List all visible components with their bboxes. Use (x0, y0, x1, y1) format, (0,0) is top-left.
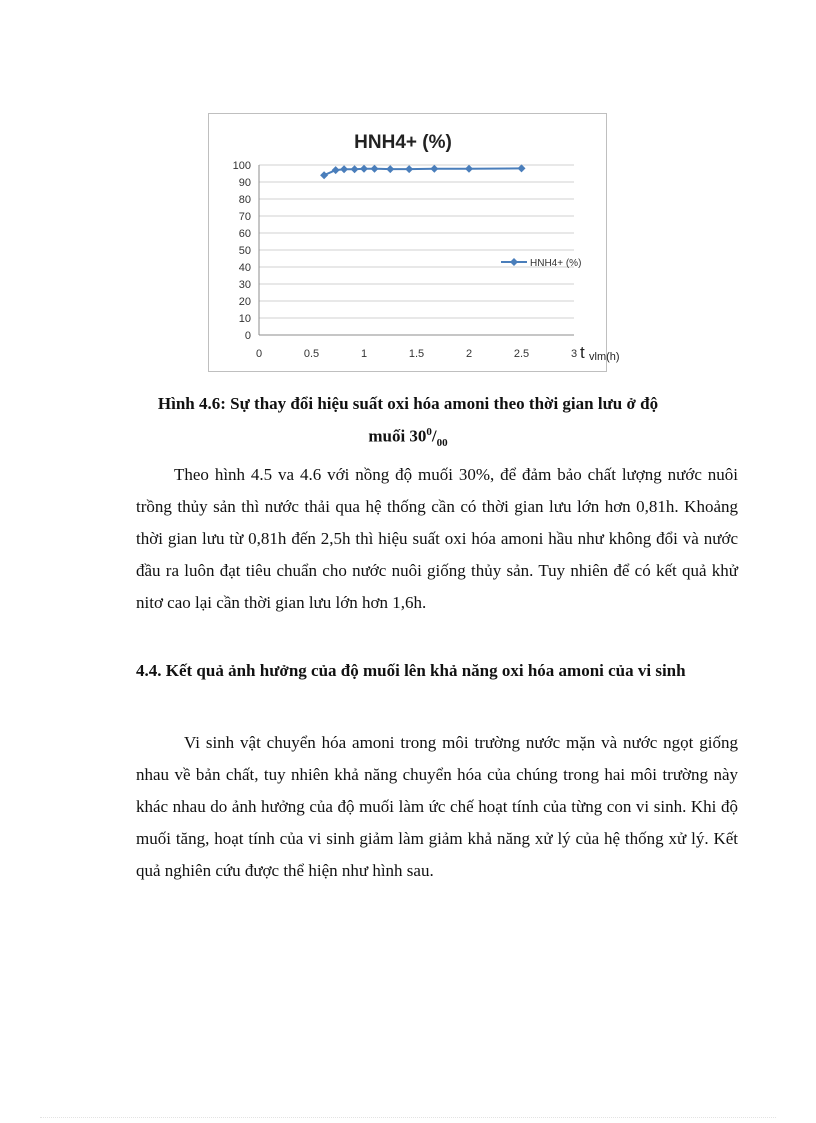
caption-text: muối 30 (368, 426, 427, 446)
figure-caption-line2 (100, 426, 716, 449)
x-axis-label: t (580, 343, 585, 362)
data-point-marker (360, 165, 368, 173)
data-point-marker (351, 165, 359, 173)
chart-title: HNH4+ (%) (354, 132, 452, 153)
data-point-marker (386, 165, 394, 173)
x-tick-label: 0.5 (303, 348, 320, 360)
data-point-marker (405, 165, 413, 173)
x-tick-label: 3 (570, 348, 578, 360)
y-tick-label: 60 (238, 228, 251, 240)
x-tick-label: 2.5 (513, 348, 530, 360)
legend-label: HNH4+ (%) (530, 258, 582, 269)
page-footer-dots (40, 1117, 776, 1118)
data-point-marker (332, 166, 340, 174)
data-point-marker (465, 165, 473, 173)
paragraph-1: Theo hình 4.5 va 4.6 với nồng độ muối 30%, để đảm bảo chất lượng nước nuôi trồng thủy sản thì nước thải qua hệ thống cần có thời gian lưu lớn hơn 0,81h. Khoảng thời gian lưu từ 0,81h đến 2,5h thì hiệu suất oxi hóa amoni hầu như không đổi và nước đầu ra luôn đạt tiêu chuẩn cho nước nuôi giống thủy sản. Tuy nhiên để có kết quả khử nitơ cao lại cần thời gian lưu lớn hơn 1,6h. (136, 465, 738, 612)
x-tick-label: 1 (360, 348, 368, 360)
paragraph-2: Vi sinh vật chuyển hóa amoni trong môi trường nước mặn và nước ngọt giống nhau về bản chất, tuy nhiên khả năng chuyển hóa của chúng trong hai môi trường này khác nhau do ảnh hưởng của độ muối làm ức chế hoạt tính của từng con vi sinh. Khi độ muối tăng, hoạt tính của vi sinh giảm làm giảm khả năng xử lý của hệ thống xử lý. Kết quả nghiên cứu được thể hiện như hình sau. (136, 733, 738, 880)
section-heading: 4.4. Kết quả ảnh hưởng của độ muối lên khả năng oxi hóa amoni của vi sinh (136, 661, 686, 680)
legend-marker (510, 258, 518, 266)
y-tick-label: 20 (238, 296, 251, 308)
data-point-marker (518, 164, 526, 172)
y-tick-label: 30 (238, 279, 251, 291)
caption-subscript: 00 (436, 437, 448, 450)
x-tick-label: 2 (465, 348, 473, 360)
x-axis-label-subscript: vlm(h) (589, 351, 620, 363)
chart-frame (208, 113, 620, 372)
data-point-marker (320, 171, 328, 179)
y-tick-label: 90 (238, 177, 251, 189)
y-tick-label: 100 (232, 160, 251, 172)
y-tick-label: 50 (238, 245, 251, 257)
data-point-marker (430, 165, 438, 173)
y-tick-label: 70 (238, 211, 251, 223)
figure-caption-line1: Hình 4.6: Sự thay đổi hiệu suất oxi hóa amoni theo thời gian lưu ở độ (157, 394, 659, 413)
y-tick-label: 80 (238, 194, 251, 206)
x-tick-label: 0 (255, 348, 263, 360)
y-tick-label: 40 (238, 262, 251, 274)
line-chart (209, 114, 620, 373)
x-tick-label: 1.5 (408, 348, 425, 360)
y-tick-label: 0 (244, 330, 251, 342)
y-tick-label: 10 (238, 313, 251, 325)
caption-slash: / (431, 426, 437, 446)
data-point-marker (371, 165, 379, 173)
data-point-marker (340, 165, 348, 173)
caption-superscript: 0 (426, 426, 432, 438)
